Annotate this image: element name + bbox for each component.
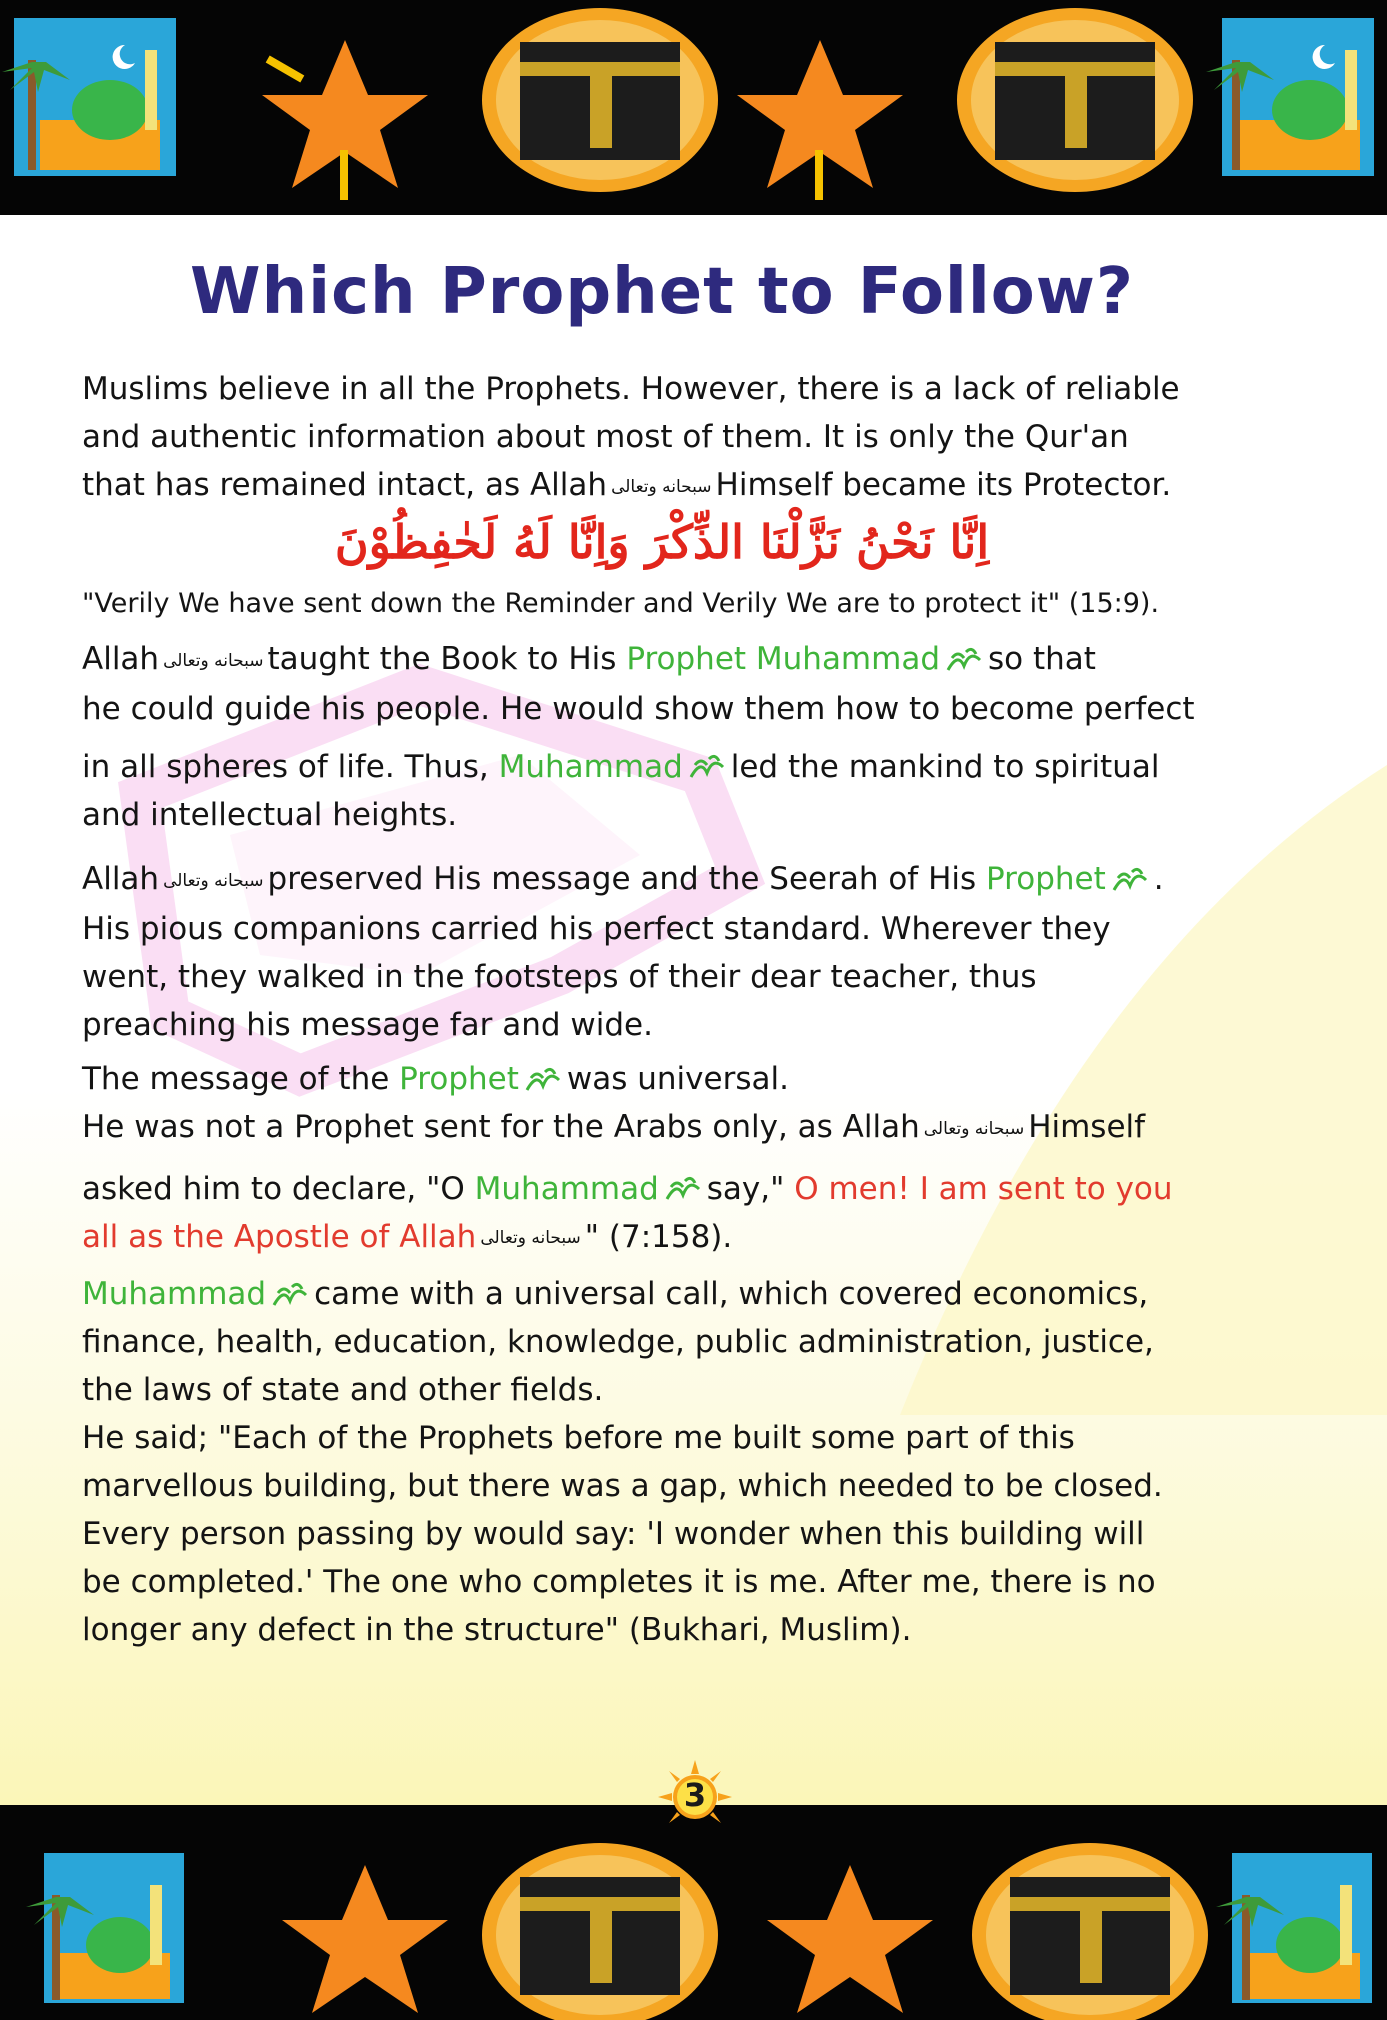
prophet-name-highlight: Muhammad <box>474 1170 659 1207</box>
paragraph-universal <box>82 1055 1252 1262</box>
text-line <box>82 1213 1252 1263</box>
allah-honorific: سبحانه وتعالى <box>923 1118 1025 1139</box>
star-icon <box>282 1865 448 2013</box>
kaaba-icon <box>957 8 1193 192</box>
pbuh-calligraphy-icon <box>944 644 984 678</box>
kaaba-icon <box>482 1843 718 2020</box>
verse-translation: "Verily We have sent down the Reminder and Verily We are to protect it" (15:9). <box>82 588 1160 619</box>
allah-honorific: سبحانه وتعالى <box>611 476 712 497</box>
mosque-icon <box>1206 18 1374 176</box>
kaaba-icon <box>972 1843 1208 2020</box>
text-segment: asked him to declare, "O <box>82 1170 465 1207</box>
text-segment: Himself became its Protector. <box>715 467 1172 503</box>
prophet-name-highlight: Prophet <box>399 1061 519 1097</box>
text-line: Every person passing by would say: 'I wonder when this building will <box>82 1516 1145 1552</box>
bottom-decorative-border <box>0 1805 1387 2020</box>
bottom-border-art <box>0 1805 1387 2020</box>
text-line: he could guide his people. He would show them how to become perfect <box>82 690 1195 727</box>
paragraph-intro <box>82 365 1252 511</box>
text-segment: preserved His message and the Seerah of His <box>267 861 977 897</box>
paragraph-seerah <box>82 855 1252 1049</box>
text-line <box>82 1055 1252 1103</box>
text-line: longer any defect in the structure" (Bukhari, Muslim). <box>82 1612 912 1648</box>
text-line: He said; "Each of the Prophets before me built some part of this <box>82 1420 1075 1456</box>
prophet-name-highlight: Prophet Muhammad <box>626 641 941 677</box>
allah-honorific: سبحانه وتعالى <box>163 650 264 671</box>
text-segment: was universal. <box>566 1061 789 1097</box>
star-icon <box>262 40 428 200</box>
text-segment: say," <box>706 1170 785 1207</box>
text-line: marvellous building, but there was a gap, which needed to be closed. <box>82 1468 1163 1504</box>
pbuh-calligraphy-icon <box>1110 864 1150 898</box>
quote-highlight: all as the Apostle of Allah <box>82 1218 477 1255</box>
kaaba-icon <box>482 8 718 192</box>
page-title: Which Prophet to Follow? <box>190 255 1134 329</box>
text-segment: He was not a Prophet sent for the Arabs only, as Allah <box>82 1109 920 1145</box>
text-segment: that has remained intact, as Allah <box>82 467 608 503</box>
allah-honorific: سبحانه وتعالى <box>480 1228 581 1248</box>
text-line <box>82 1103 1252 1153</box>
prophet-name-highlight: Muhammad <box>498 748 683 785</box>
text-line <box>82 1270 1252 1318</box>
text-line: went, they walked in the footsteps of their dear teacher, thus <box>82 958 1037 995</box>
text-line: His pious companions carried his perfect standard. Wherever they <box>82 910 1111 947</box>
text-line: finance, health, education, knowledge, public administration, justice, <box>82 1324 1154 1360</box>
text-line: preaching his message far and wide. <box>82 1006 653 1043</box>
text-line <box>82 461 1252 511</box>
paragraph-book <box>82 635 1252 839</box>
pbuh-calligraphy-icon <box>687 751 727 785</box>
star-icon <box>737 40 903 200</box>
text-line: Muslims believe in all the Prophets. However, there is a lack of reliable <box>82 371 1180 407</box>
top-decorative-border <box>0 0 1387 215</box>
text-segment: Himself <box>1028 1109 1146 1145</box>
mosque-icon <box>26 1853 184 2003</box>
text-segment: taught the Book to His <box>267 641 617 677</box>
text-segment: came with a universal call, which covered economics, <box>314 1276 1149 1312</box>
text-segment: Allah <box>82 861 160 897</box>
pbuh-calligraphy-icon <box>663 1173 703 1207</box>
text-line: be completed.' The one who completes it is me. After me, there is no <box>82 1564 1156 1600</box>
text-segment: led the mankind to spiritual <box>730 748 1160 785</box>
pbuh-calligraphy-icon <box>270 1279 310 1313</box>
text-line <box>82 635 1252 685</box>
text-segment: " (7:158). <box>584 1218 733 1255</box>
quran-verse-arabic: اِنَّا نَحْنُ نَزَّلْنَا الذِّكْرَ وَاِنَّا لَهُ لَحٰفِظُوْنَ <box>334 515 990 569</box>
text-line <box>82 1165 1252 1213</box>
mosque-icon <box>1216 1853 1372 2003</box>
mosque-icon <box>2 18 176 176</box>
top-border-art <box>0 0 1387 215</box>
prophet-name-highlight: Muhammad <box>82 1276 267 1312</box>
text-segment: so that <box>988 641 1096 677</box>
paragraph-building <box>82 1270 1252 1654</box>
text-line <box>82 743 1252 791</box>
text-segment: in all spheres of life. Thus, <box>82 748 489 785</box>
allah-honorific: سبحانه وتعالى <box>163 870 264 891</box>
page-number: 3 <box>683 1776 707 1814</box>
text-line <box>82 855 1252 905</box>
quote-highlight: O men! I am sent to you <box>794 1170 1173 1207</box>
prophet-name-highlight: Prophet <box>986 861 1106 897</box>
text-segment: The message of the <box>82 1061 390 1097</box>
text-segment: Allah <box>82 641 160 677</box>
text-segment: . <box>1153 861 1164 897</box>
text-line: and authentic information about most of them. It is only the Qur'an <box>82 419 1129 455</box>
text-line: the laws of state and other fields. <box>82 1372 604 1408</box>
pbuh-calligraphy-icon <box>523 1064 563 1098</box>
text-line: and intellectual heights. <box>82 796 458 833</box>
star-icon <box>767 1865 933 2013</box>
